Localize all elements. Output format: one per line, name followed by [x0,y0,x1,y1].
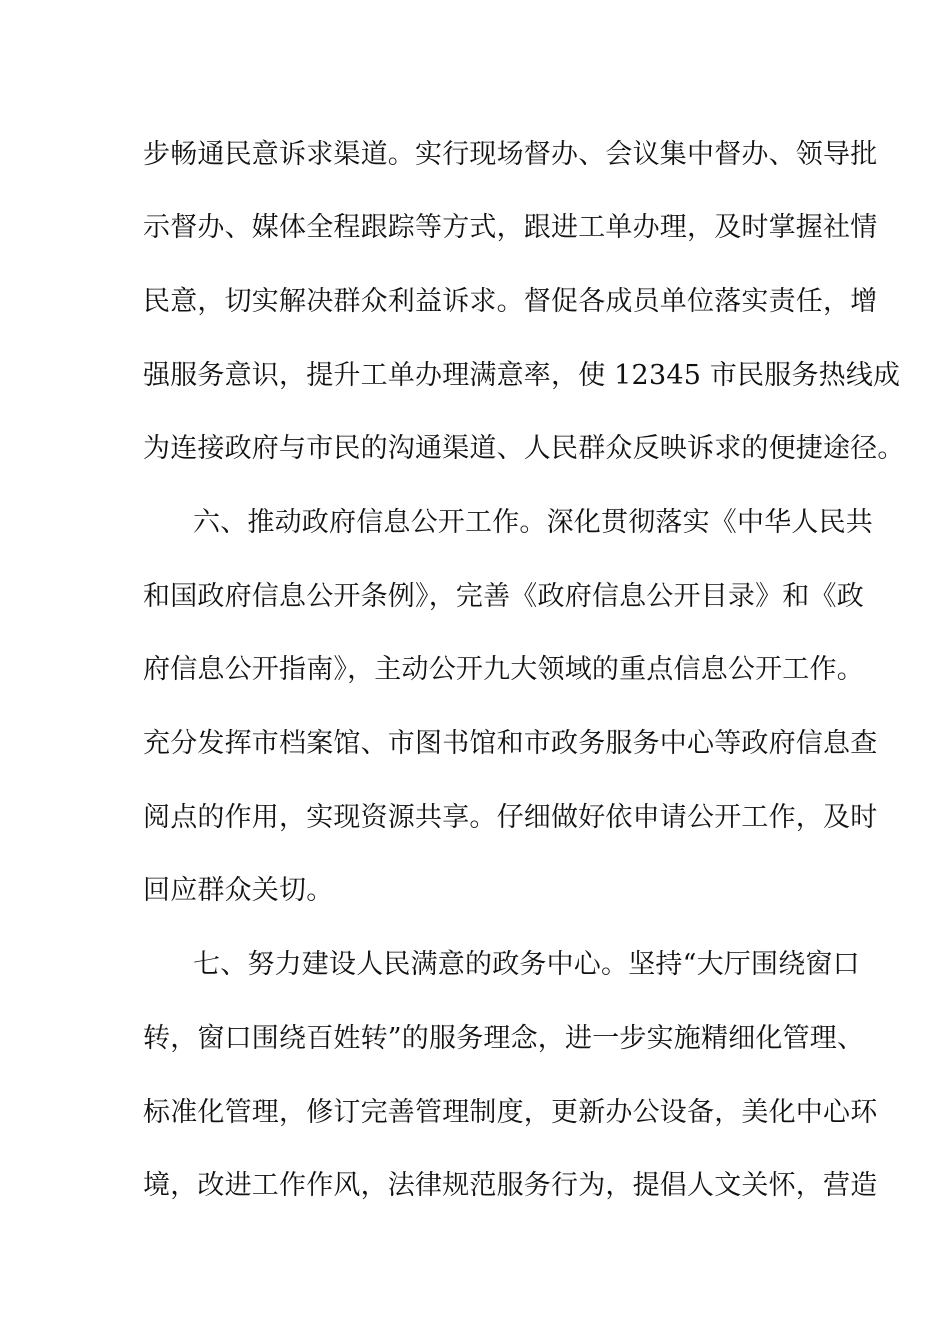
text-line-8: 府信息公开指南》，主动公开九大领域的重点信息公开工作。 [143,654,864,685]
text-line-9: 充分发挥市档案馆、市图书馆和市政务服务中心等政府信息查 [143,728,878,759]
text-line-4: 强服务意识，提升工单办理满意率，使 12345 市民服务热线成 [143,360,901,391]
text-line-2: 示督办、媒体全程跟踪等方式，跟进工单办理，及时掌握社情 [143,212,878,243]
text-line-7: 和国政府信息公开条例》，完善《政府信息公开目录》和《政 [143,581,864,612]
section-six-heading-line: 六、推动政府信息公开工作。深化贯彻落实《中华人民共 [193,507,873,538]
text-line-13: 转，窗口围绕百姓转”的服务理念，进一步实施精细化管理、 [143,1023,865,1054]
text-line-11: 回应群众关切。 [143,875,334,906]
text-line-1: 步畅通民意诉求渠道。实行现场督办、会议集中督办、领导批 [143,139,878,170]
section-seven-heading-line: 七、努力建设人民满意的政务中心。坚持“大厅围绕窗口 [193,949,860,980]
text-line-15: 境，改进工作作风，法律规范服务行为，提倡人文关怀，营造 [143,1170,878,1201]
text-line-5: 为连接政府与市民的沟通渠道、人民群众反映诉求的便捷途径。 [143,433,905,464]
text-line-3: 民意，切实解决群众利益诉求。督促各成员单位落实责任，增 [143,286,878,317]
text-line-14: 标准化管理，修订完善管理制度，更新办公设备，美化中心环 [143,1097,878,1128]
text-line-10: 阅点的作用，实现资源共享。仔细做好依申请公开工作，及时 [143,802,878,833]
